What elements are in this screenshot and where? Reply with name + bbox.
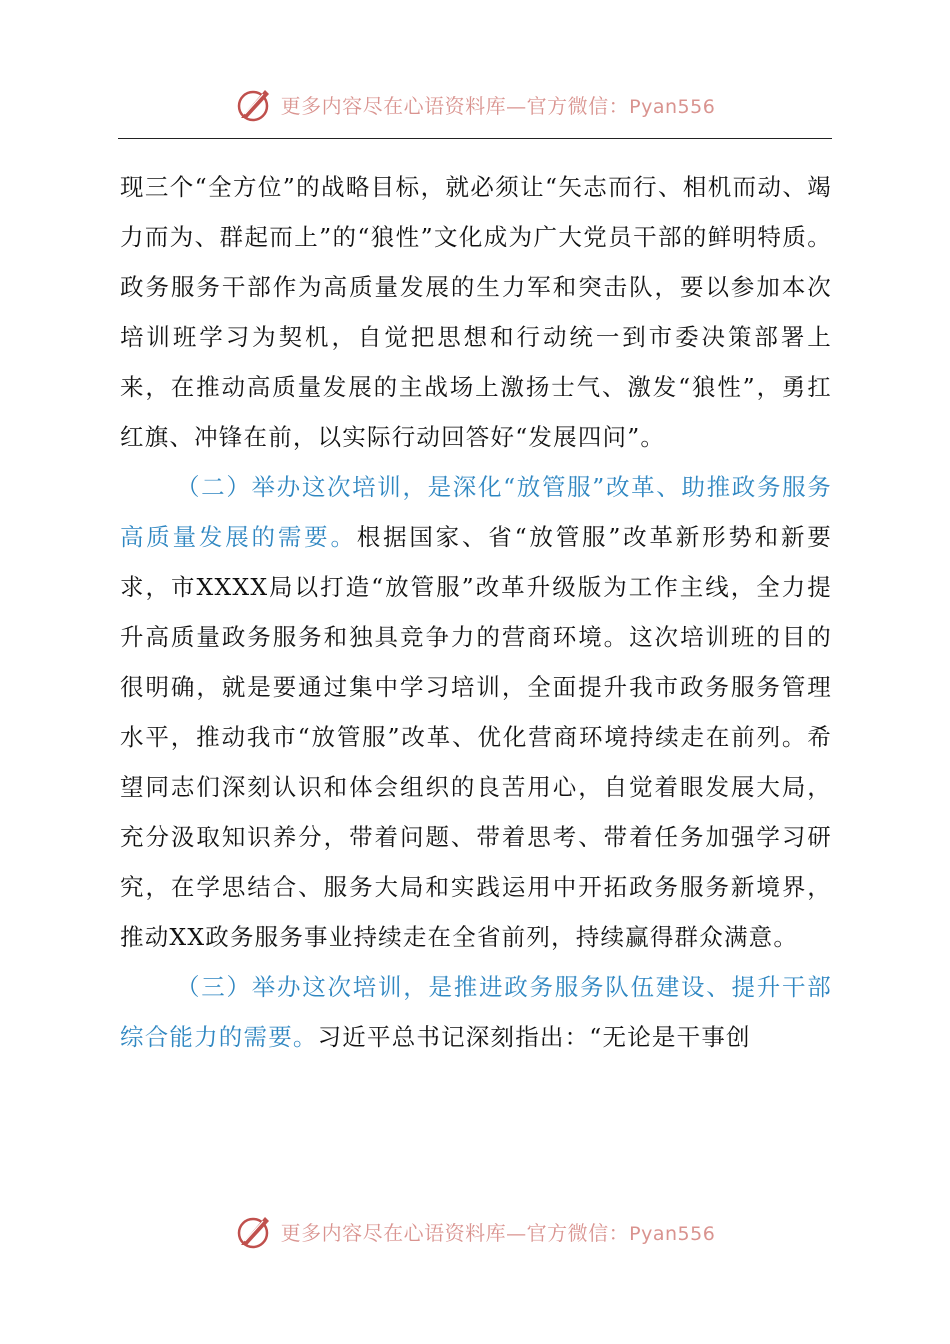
footer-banner-text: [281, 1217, 716, 1246]
footer-banner-main: 更多内容尽在心语资料库—官方微信：: [280, 1220, 630, 1245]
paragraph-2: [120, 462, 832, 962]
header-divider: [118, 138, 832, 139]
paragraph-3-body: 习近平总书记深刻指出：“无论是干事创: [317, 1023, 751, 1051]
quill-logo-icon: [235, 84, 275, 124]
header-banner-wechat: Pyan556: [629, 95, 716, 118]
header-banner: [0, 80, 950, 128]
quill-logo-icon: [235, 1211, 275, 1251]
section-heading-3: （三）举办这次培训，是推进政务服务队伍建设、提升干部综合能力的需要。: [120, 973, 832, 1051]
paragraph-1: 现三个“全方位”的战略目标，就必须让“矢志而行、相机而动、竭力而为、群起而上”的“狼性”文化成为广大党员干部的鲜明特质。政务服务干部作为高质量发展的生力军和突击队，要以参加本次培训班学习为契机，自觉把思想和行动统一到市委决策部署上来，在推动高质量发展的主战场上激扬士气、激发“狼性”，勇扛红旗、冲锋在前，以实际行动回答好“发展四问”。: [120, 173, 832, 451]
footer-banner-wechat: Pyan556: [629, 1222, 716, 1245]
paragraph-3: [120, 962, 832, 1062]
section-heading-2: （二）举办这次培训，是深化“放管服”改革、助推政务服务高质量发展的需要。: [120, 473, 832, 551]
footer-banner: [0, 1207, 950, 1255]
paragraph-2-body: 根据国家、省“放管服”改革新形势和新要求，市XXXX局以打造“放管服”改革升级版为工作主线，全力提升高质量政务服务和独具竞争力的营商环境。这次培训班的目的很明确，就是要通过集中学习培训，全面提升我市政务服务管理水平，推动我市“放管服”改革、优化营商环境持续走在前列。希望同志们深刻认识和体会组织的良苦用心，自觉着眼发展大局，充分汲取知识养分，带着问题、带着思考、带着任务加强学习研究，在学思结合、服务大局和实践运用中开拓政务服务新境界，推动XX政务服务事业持续走在全省前列，持续赢得群众满意。: [120, 523, 832, 951]
header-banner-text: [281, 90, 716, 119]
header-banner-main: 更多内容尽在心语资料库—官方微信：: [280, 93, 630, 118]
document-body: [120, 162, 832, 1062]
